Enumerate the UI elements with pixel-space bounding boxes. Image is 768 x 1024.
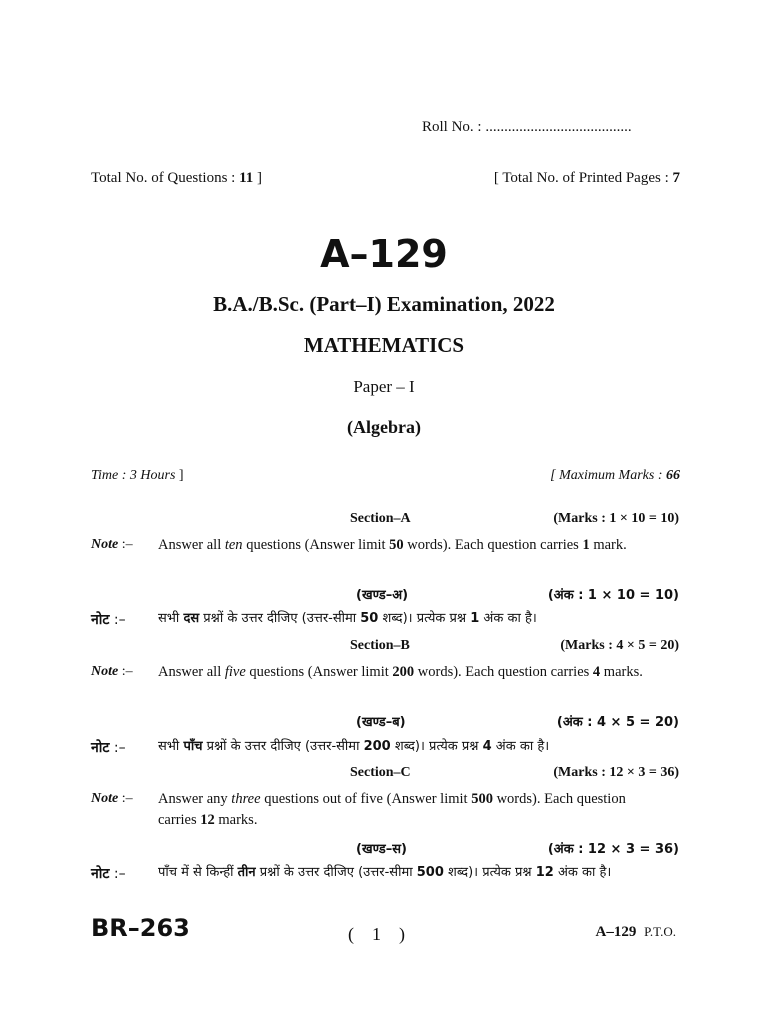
hindi-section-marks: (अंक : 4 × 5 = 20) [556,715,679,730]
hindi-note-label [91,610,126,629]
note-text-part: words). Each question carries [414,664,593,680]
max-marks-prefix: [ Maximum Marks : [550,468,663,483]
hindi-text-part: पाँच में से किन्हीं [158,865,238,880]
total-questions-suffix: ] [257,170,263,186]
note-text-part: Answer all [158,537,225,553]
note-label-word: Note [91,791,119,806]
note-text-part: five [224,664,246,680]
note-text [158,662,650,683]
hindi-text-part: अंक का है। [479,611,537,626]
hindi-text-part: प्रश्नों के उत्तर दीजिए (उत्तर-सीमा [255,865,417,880]
hindi-text-part: अंक का है। [553,865,612,880]
note-text-part: 4 [592,664,601,680]
note-label-sep: :– [118,664,133,679]
note-text-part: words). Each question carries [403,537,583,553]
note-text-part: three [231,791,261,807]
note-text-part: Answer all [158,664,225,680]
hindi-text-part: 50 [360,611,379,626]
note-text-part: ten [224,537,243,553]
hindi-note-label [91,738,126,757]
footer-code-right-value: A–129 [595,924,637,940]
note-label [91,664,133,680]
section-title: Section–A [350,511,411,526]
note-label-sep: :– [118,537,133,552]
note-text-part: mark. [589,537,627,553]
note-text [158,535,650,556]
hindi-text-part: 1 [470,611,480,626]
footer-code-right [596,924,677,941]
time-value: 3 Hours [129,468,176,483]
note-text-part: questions (Answer limit [242,537,390,553]
footer-page-number: ( 1 ) [348,924,405,944]
roll-number: Roll No. : ....................................... [422,119,632,135]
hindi-note-label [91,864,126,883]
note-text-part: 200 [392,664,415,680]
hindi-text-part: 12 [535,865,554,880]
total-questions [91,170,262,187]
hindi-text-part: शब्द)। प्रत्येक प्रश्न [390,739,483,754]
section-title: Section–C [350,765,411,780]
exam-title: B.A./B.Sc. (Part–I) Examination, 2022 [213,292,555,316]
paper-code: A–129 [320,232,448,276]
section-marks: (Marks : 12 × 3 = 36) [553,765,679,780]
hindi-note-text [158,736,650,757]
note-text-part: 1 [582,537,590,553]
note-label-sep: :– [118,791,133,806]
hindi-text-part: अंक का है। [491,739,550,754]
hindi-text-part: शब्द)। प्रत्येक प्रश्न [378,611,471,626]
section-marks: (Marks : 1 × 10 = 10) [553,511,679,526]
hindi-text-part: 4 [482,739,492,754]
printed-pages-prefix: [ Total No. of Printed Pages : [493,170,669,186]
note-text-part: marks. [214,812,258,828]
max-marks-value: 66 [666,468,680,483]
hindi-text-part: 500 [416,865,444,880]
footer-code-left: BR–263 [91,914,190,942]
hindi-text-part: सभी [158,739,184,754]
paper-topic: (Algebra) [347,417,421,437]
hindi-note-text [158,608,650,629]
hindi-note-word: नोट [91,740,110,756]
note-text-part: questions (Answer limit [245,664,393,680]
total-questions-label: Total No. of Questions : [91,170,236,186]
hindi-section-title: (खण्ड–स) [356,842,407,857]
hindi-text-part: तीन [237,865,256,880]
hindi-section-title: (खण्ड–अ) [356,588,409,603]
note-text-part: 50 [389,537,404,553]
hindi-note-sep: :– [109,612,126,628]
note-label [91,537,133,553]
hindi-note-sep: :– [109,740,126,756]
note-text-part: marks. [600,664,643,680]
time-label: Time : [91,468,127,483]
hindi-text-part: सभी [158,611,184,626]
note-text [158,789,650,831]
hindi-text-part: पाँच [183,739,203,754]
printed-pages [494,170,680,187]
note-text-part: questions out of five (Answer limit [260,791,472,807]
note-text-part: 500 [471,791,493,807]
subject-title: MATHEMATICS [303,333,465,357]
note-text-part: words). Each question carries [158,791,626,828]
hindi-text-part: प्रश्नों के उत्तर दीजिए (उत्तर-सीमा [202,739,364,754]
note-label-word: Note [91,664,119,679]
hindi-note-text [158,862,650,883]
time-allowed [91,468,184,484]
note-label-word: Note [91,537,119,552]
hindi-section-title: (खण्ड–ब) [356,715,406,730]
total-questions-value: 11 [239,170,254,186]
section-marks: (Marks : 4 × 5 = 20) [560,638,679,653]
note-text-part: Answer any [158,791,232,807]
hindi-text-part: दस [183,611,200,626]
printed-pages-value: 7 [672,170,680,186]
maximum-marks [550,468,680,484]
note-text-part: 12 [200,812,215,828]
hindi-text-part: प्रश्नों के उत्तर दीजिए (उत्तर-सीमा [199,611,361,626]
hindi-text-part: शब्द)। प्रत्येक प्रश्न [443,865,536,880]
section-title: Section–B [350,638,410,653]
time-suffix: ] [178,468,184,483]
hindi-section-marks: (अंक : 12 × 3 = 36) [547,842,679,857]
hindi-note-sep: :– [109,866,126,882]
hindi-section-marks: (अंक : 1 × 10 = 10) [547,588,679,603]
note-label [91,791,133,807]
hindi-note-word: नोट [91,866,110,882]
hindi-note-word: नोट [91,612,110,628]
paper-number: Paper – I [353,377,415,396]
hindi-text-part: 200 [363,739,391,754]
footer-pto: P.T.O. [644,924,676,939]
